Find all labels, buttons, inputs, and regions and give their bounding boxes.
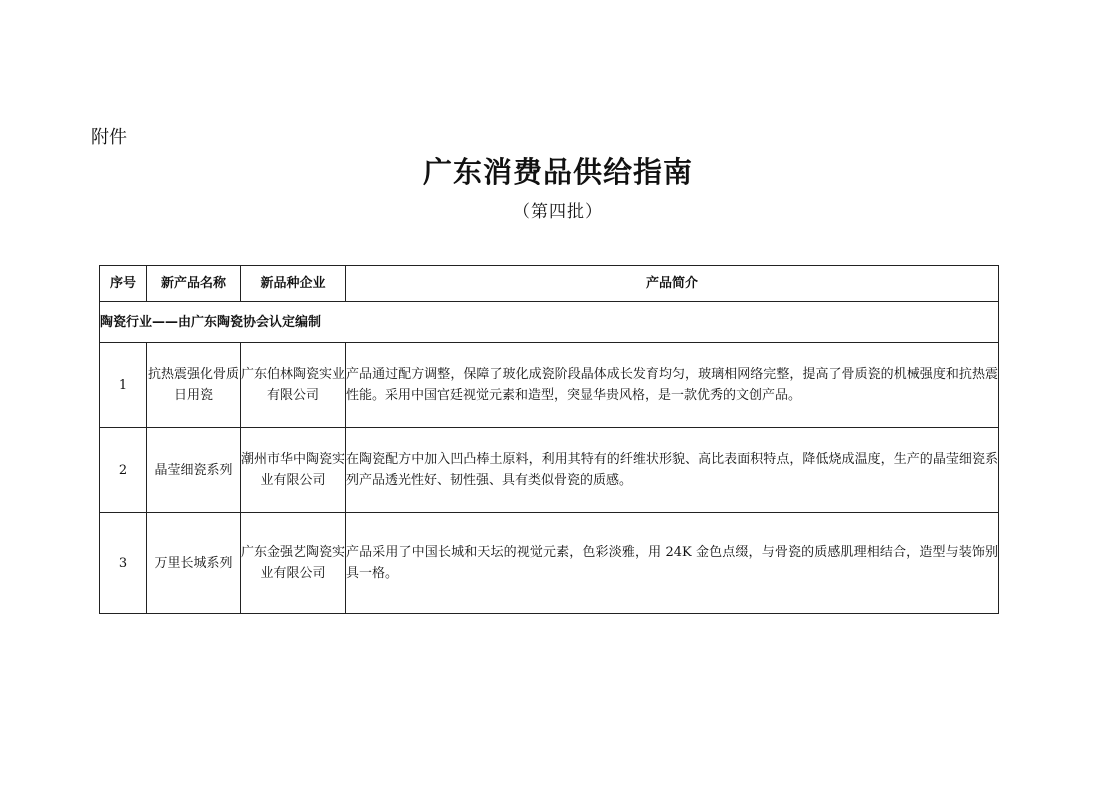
section-label: 陶瓷行业——由广东陶瓷协会认定编制 — [100, 302, 999, 343]
row-intro: 在陶瓷配方中加入凹凸棒土原料，利用其特有的纤维状形貌、高比表面积特点，降低烧成温度，生产的晶莹细瓷系列产品透光性好、韧性强、具有类似骨瓷的质感。 — [346, 428, 999, 513]
attachment-label: 附件 — [91, 127, 127, 148]
row-index: 1 — [100, 343, 147, 428]
row-intro: 产品采用了中国长城和天坛的视觉元素，色彩淡雅，用 24K 金色点缀，与骨瓷的质感肌理相结合，造型与装饰别具一格。 — [346, 513, 999, 614]
header-index: 序号 — [100, 266, 147, 302]
table-header-row — [100, 266, 999, 302]
table-row — [100, 343, 999, 428]
row-intro: 产品通过配方调整，保障了玻化成瓷阶段晶体成长发育均匀，玻璃相网络完整，提高了骨质瓷的机械强度和抗热震性能。采用中国官廷视觉元素和造型，突显华贵风格，是一款优秀的文创产品。 — [346, 343, 999, 428]
row-product-name: 晶莹细瓷系列 — [147, 428, 241, 513]
row-company: 潮州市华中陶瓷实业有限公司 — [241, 428, 346, 513]
table-row — [100, 513, 999, 614]
header-company: 新品种企业 — [241, 266, 346, 302]
row-company: 广东伯林陶瓷实业有限公司 — [241, 343, 346, 428]
header-product-name: 新产品名称 — [147, 266, 241, 302]
row-company: 广东金强艺陶瓷实业有限公司 — [241, 513, 346, 614]
row-product-name: 抗热震强化骨质日用瓷 — [147, 343, 241, 428]
row-product-name: 万里长城系列 — [147, 513, 241, 614]
header-intro: 产品简介 — [346, 266, 999, 302]
section-row — [100, 302, 999, 343]
document-subtitle: （第四批） — [513, 202, 603, 222]
table-row — [100, 428, 999, 513]
row-index: 3 — [100, 513, 147, 614]
document-title: 广东消费品供给指南 — [422, 155, 693, 189]
product-guide-table — [99, 265, 999, 614]
row-index: 2 — [100, 428, 147, 513]
